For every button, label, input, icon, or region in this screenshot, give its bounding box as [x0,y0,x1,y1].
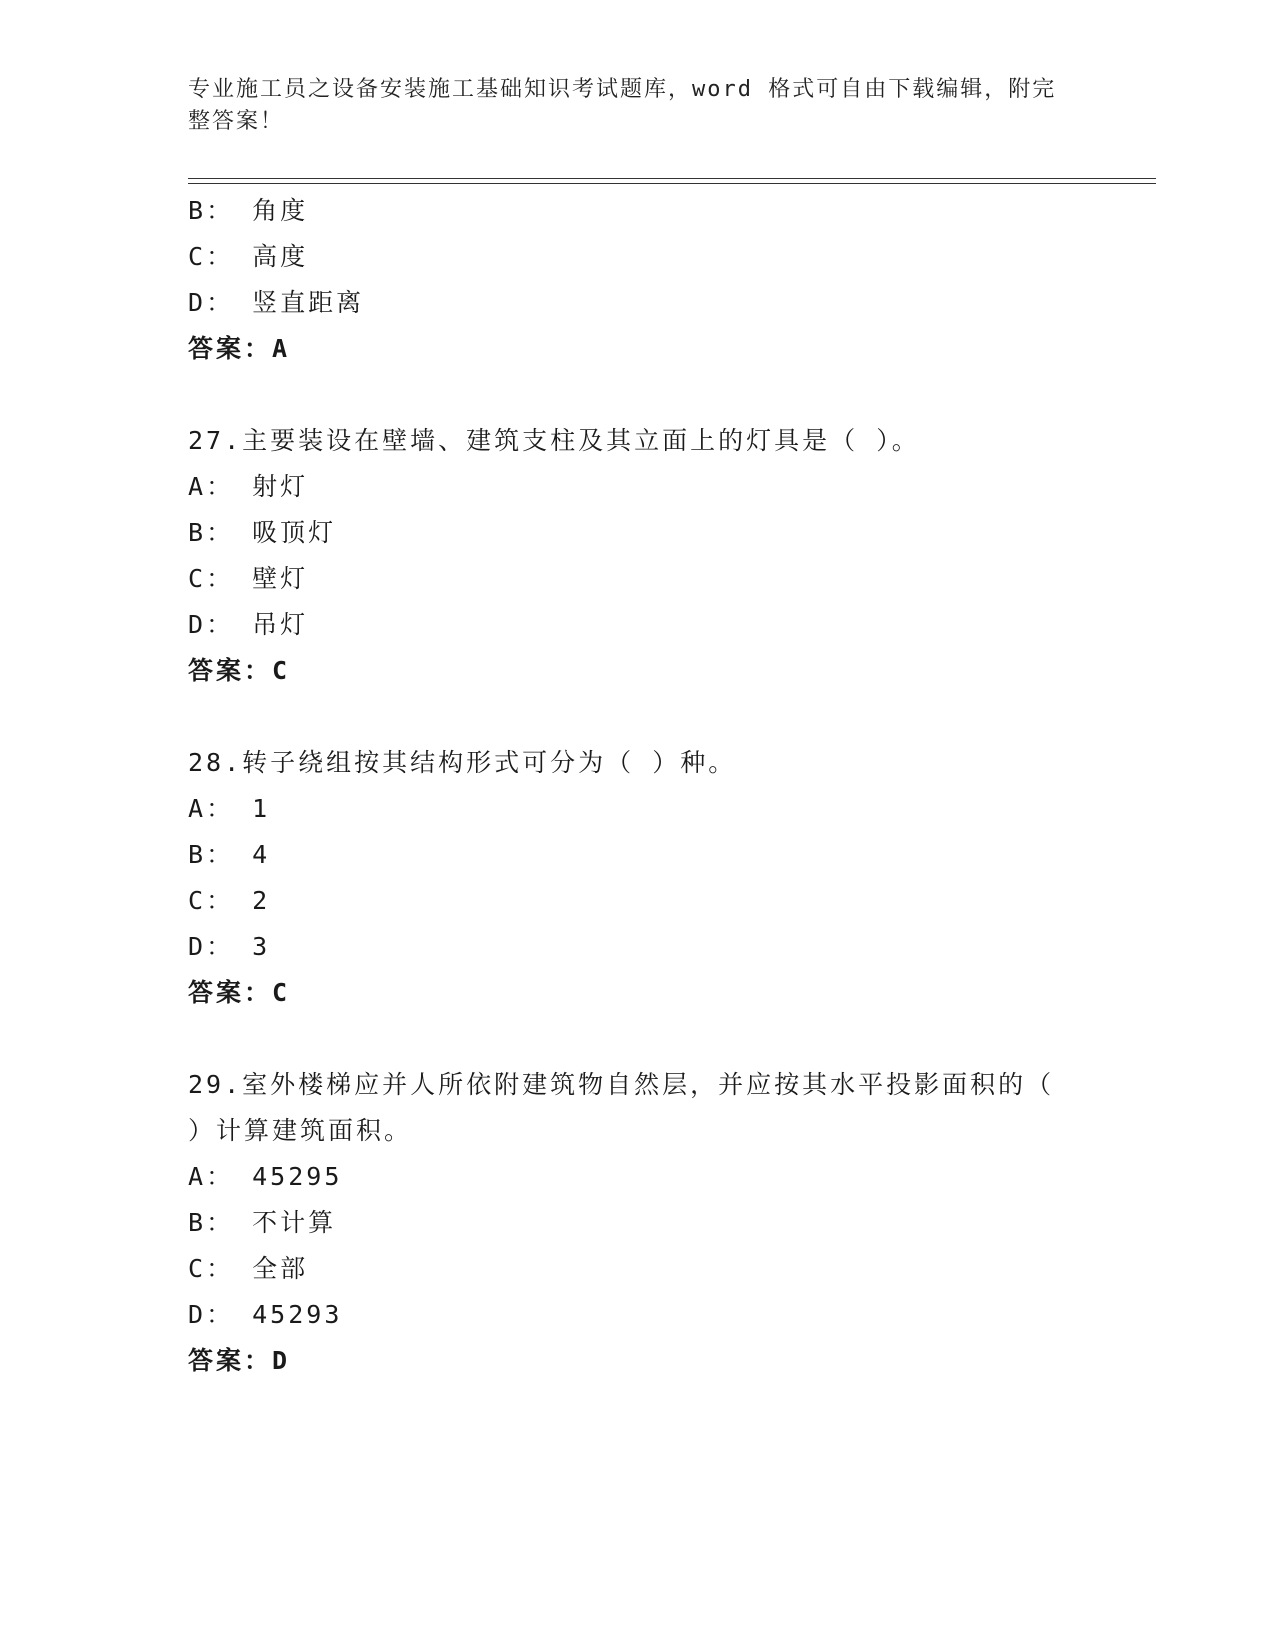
option-letter: C [188,1254,207,1283]
question-text: 转子绕组按其结构形式可分为（ ）种。 [242,748,737,777]
option-b: B： 不计算 [188,1208,337,1237]
question-continued [188,188,1088,372]
question-number: 28. [188,748,243,777]
spacer [188,372,1088,418]
answer-label: 答案： [188,1346,273,1375]
option-b: B： 角度 [188,196,309,225]
option-a: A： 45295 [188,1162,343,1191]
question-stem [188,1062,1078,1154]
option-text: 高度 [252,242,309,271]
question-stem [188,740,1088,786]
option-letter: A [188,794,207,823]
header-divider-bottom [188,183,1156,184]
document-header: 专业施工员之设备安装施工基础知识考试题库，word 格式可自由下载编辑，附完整答案！ [188,77,1057,134]
option-b: B： 4 [188,840,271,869]
option-text: 4 [252,840,271,869]
header-divider-top [188,178,1156,179]
answer-label: 答案： [188,978,273,1007]
option-text: 1 [252,794,271,823]
option-text: 射灯 [252,472,309,501]
question-29 [188,1062,1088,1384]
option-a: A： 射灯 [188,472,309,501]
question-27 [188,418,1088,694]
answer-line [188,326,1088,372]
answer-value: C [272,656,291,685]
option-letter: B [188,518,207,547]
option-letter: B [188,840,207,869]
answer-value: D [272,1346,291,1375]
option-c: C： 2 [188,886,271,915]
option-text: 45295 [252,1162,343,1191]
question-text: 室外楼梯应并人所依附建筑物自然层，并应按其水平投影面积的（ ）计算建筑面积。 [188,1070,1055,1145]
option-text: 不计算 [252,1208,337,1237]
option-text: 角度 [252,196,309,225]
question-stem [188,418,1088,464]
option-letter: D [188,610,207,639]
answer-label: 答案： [188,334,273,363]
option-d: D： 45293 [188,1300,343,1329]
option-text: 45293 [252,1300,343,1329]
option-d: D： 3 [188,932,271,961]
option-letter: C [188,886,207,915]
option-d: D： 竖直距离 [188,288,365,317]
option-a: A： 1 [188,794,271,823]
option-b: B： 吸顶灯 [188,518,337,547]
option-letter: D [188,288,207,317]
option-letter: B [188,196,207,225]
answer-line [188,1338,1088,1384]
option-text: 2 [252,886,271,915]
answer-line [188,648,1088,694]
option-text: 壁灯 [252,564,309,593]
spacer [188,694,1088,740]
option-c: C： 全部 [188,1254,309,1283]
option-letter: A [188,472,207,501]
question-text: 主要装设在壁墙、建筑支柱及其立面上的灯具是（ ）。 [242,426,920,455]
option-text: 吊灯 [252,610,309,639]
option-letter: D [188,1300,207,1329]
option-text: 吸顶灯 [252,518,337,547]
option-letter: C [188,564,207,593]
answer-value: C [272,978,291,1007]
answer-line [188,970,1088,1016]
spacer [188,1016,1088,1062]
option-letter: D [188,932,207,961]
option-letter: C [188,242,207,271]
answer-label: 答案： [188,656,273,685]
option-text: 竖直距离 [252,288,365,317]
question-list [188,188,1088,1384]
option-text: 全部 [252,1254,309,1283]
answer-value: A [272,334,291,363]
question-28 [188,740,1088,1016]
option-c: C： 壁灯 [188,564,309,593]
question-number: 29. [188,1070,243,1099]
option-text: 3 [252,932,271,961]
option-d: D： 吊灯 [188,610,309,639]
option-letter: A [188,1162,207,1191]
option-letter: B [188,1208,207,1237]
option-c: C： 高度 [188,242,309,271]
question-number: 27. [188,426,243,455]
